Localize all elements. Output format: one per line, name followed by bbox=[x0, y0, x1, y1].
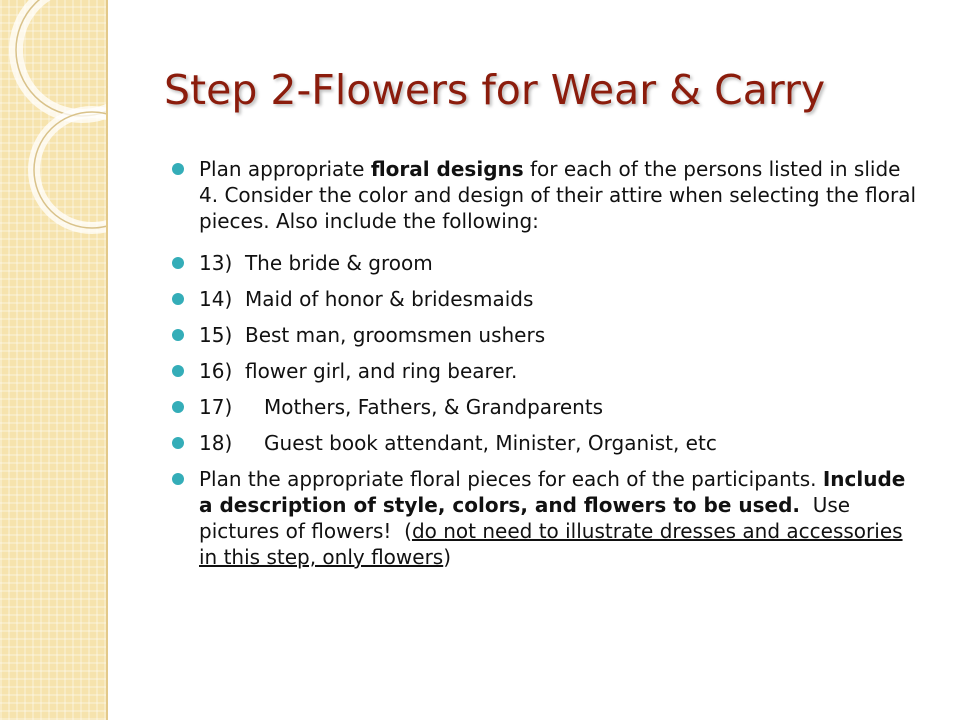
bullet-list bbox=[172, 156, 917, 576]
final-bold: Include a description of style, colors, and flowers to be used. bbox=[199, 467, 906, 517]
list-item bbox=[172, 394, 917, 420]
final-text-3: ) bbox=[443, 545, 452, 569]
slide-title: Step 2-Flowers for Wear & Carry bbox=[164, 66, 826, 114]
item-text: 16) flower girl, and ring bearer. bbox=[199, 359, 518, 383]
item-text: 14) Maid of honor & bridesmaids bbox=[199, 287, 534, 311]
list-item bbox=[172, 322, 917, 348]
bullet-dot bbox=[172, 401, 184, 413]
bullet-dot bbox=[172, 437, 184, 449]
bullet-final bbox=[172, 466, 917, 576]
final-text-2: Use pictures of flowers! ( bbox=[199, 493, 857, 543]
list-item bbox=[172, 250, 917, 276]
list-item bbox=[172, 430, 917, 456]
decorative-circles bbox=[0, 0, 106, 240]
bullet-intro bbox=[172, 156, 917, 240]
bullet-dot bbox=[172, 257, 184, 269]
final-text-1: Plan the appropriate floral pieces for each of the participants. bbox=[199, 467, 823, 491]
bullet-dot bbox=[172, 473, 184, 485]
bullet-dot bbox=[172, 293, 184, 305]
list-item bbox=[172, 358, 917, 384]
item-text: 17) Mothers, Fathers, & Grandparents bbox=[199, 395, 604, 419]
item-text: 15) Best man, groomsmen ushers bbox=[199, 323, 546, 347]
final-underlined: do not need to illustrate dresses and accessories in this step, only flowers bbox=[199, 519, 903, 569]
intro-text-2: for each of the persons listed in slide 4. Consider the color and design of their attire when selecting the floral pieces. Also include the following: bbox=[199, 157, 917, 233]
item-text: 13) The bride & groom bbox=[199, 251, 433, 275]
bullet-dot bbox=[172, 365, 184, 377]
list-item bbox=[172, 286, 917, 312]
side-panel bbox=[0, 0, 108, 720]
intro-text-1: Plan appropriate bbox=[199, 157, 371, 181]
bullet-dot bbox=[172, 163, 184, 175]
item-text: 18) Guest book attendant, Minister, Organist, etc bbox=[199, 431, 717, 455]
intro-bold: floral designs bbox=[370, 157, 524, 181]
bullet-dot bbox=[172, 329, 184, 341]
